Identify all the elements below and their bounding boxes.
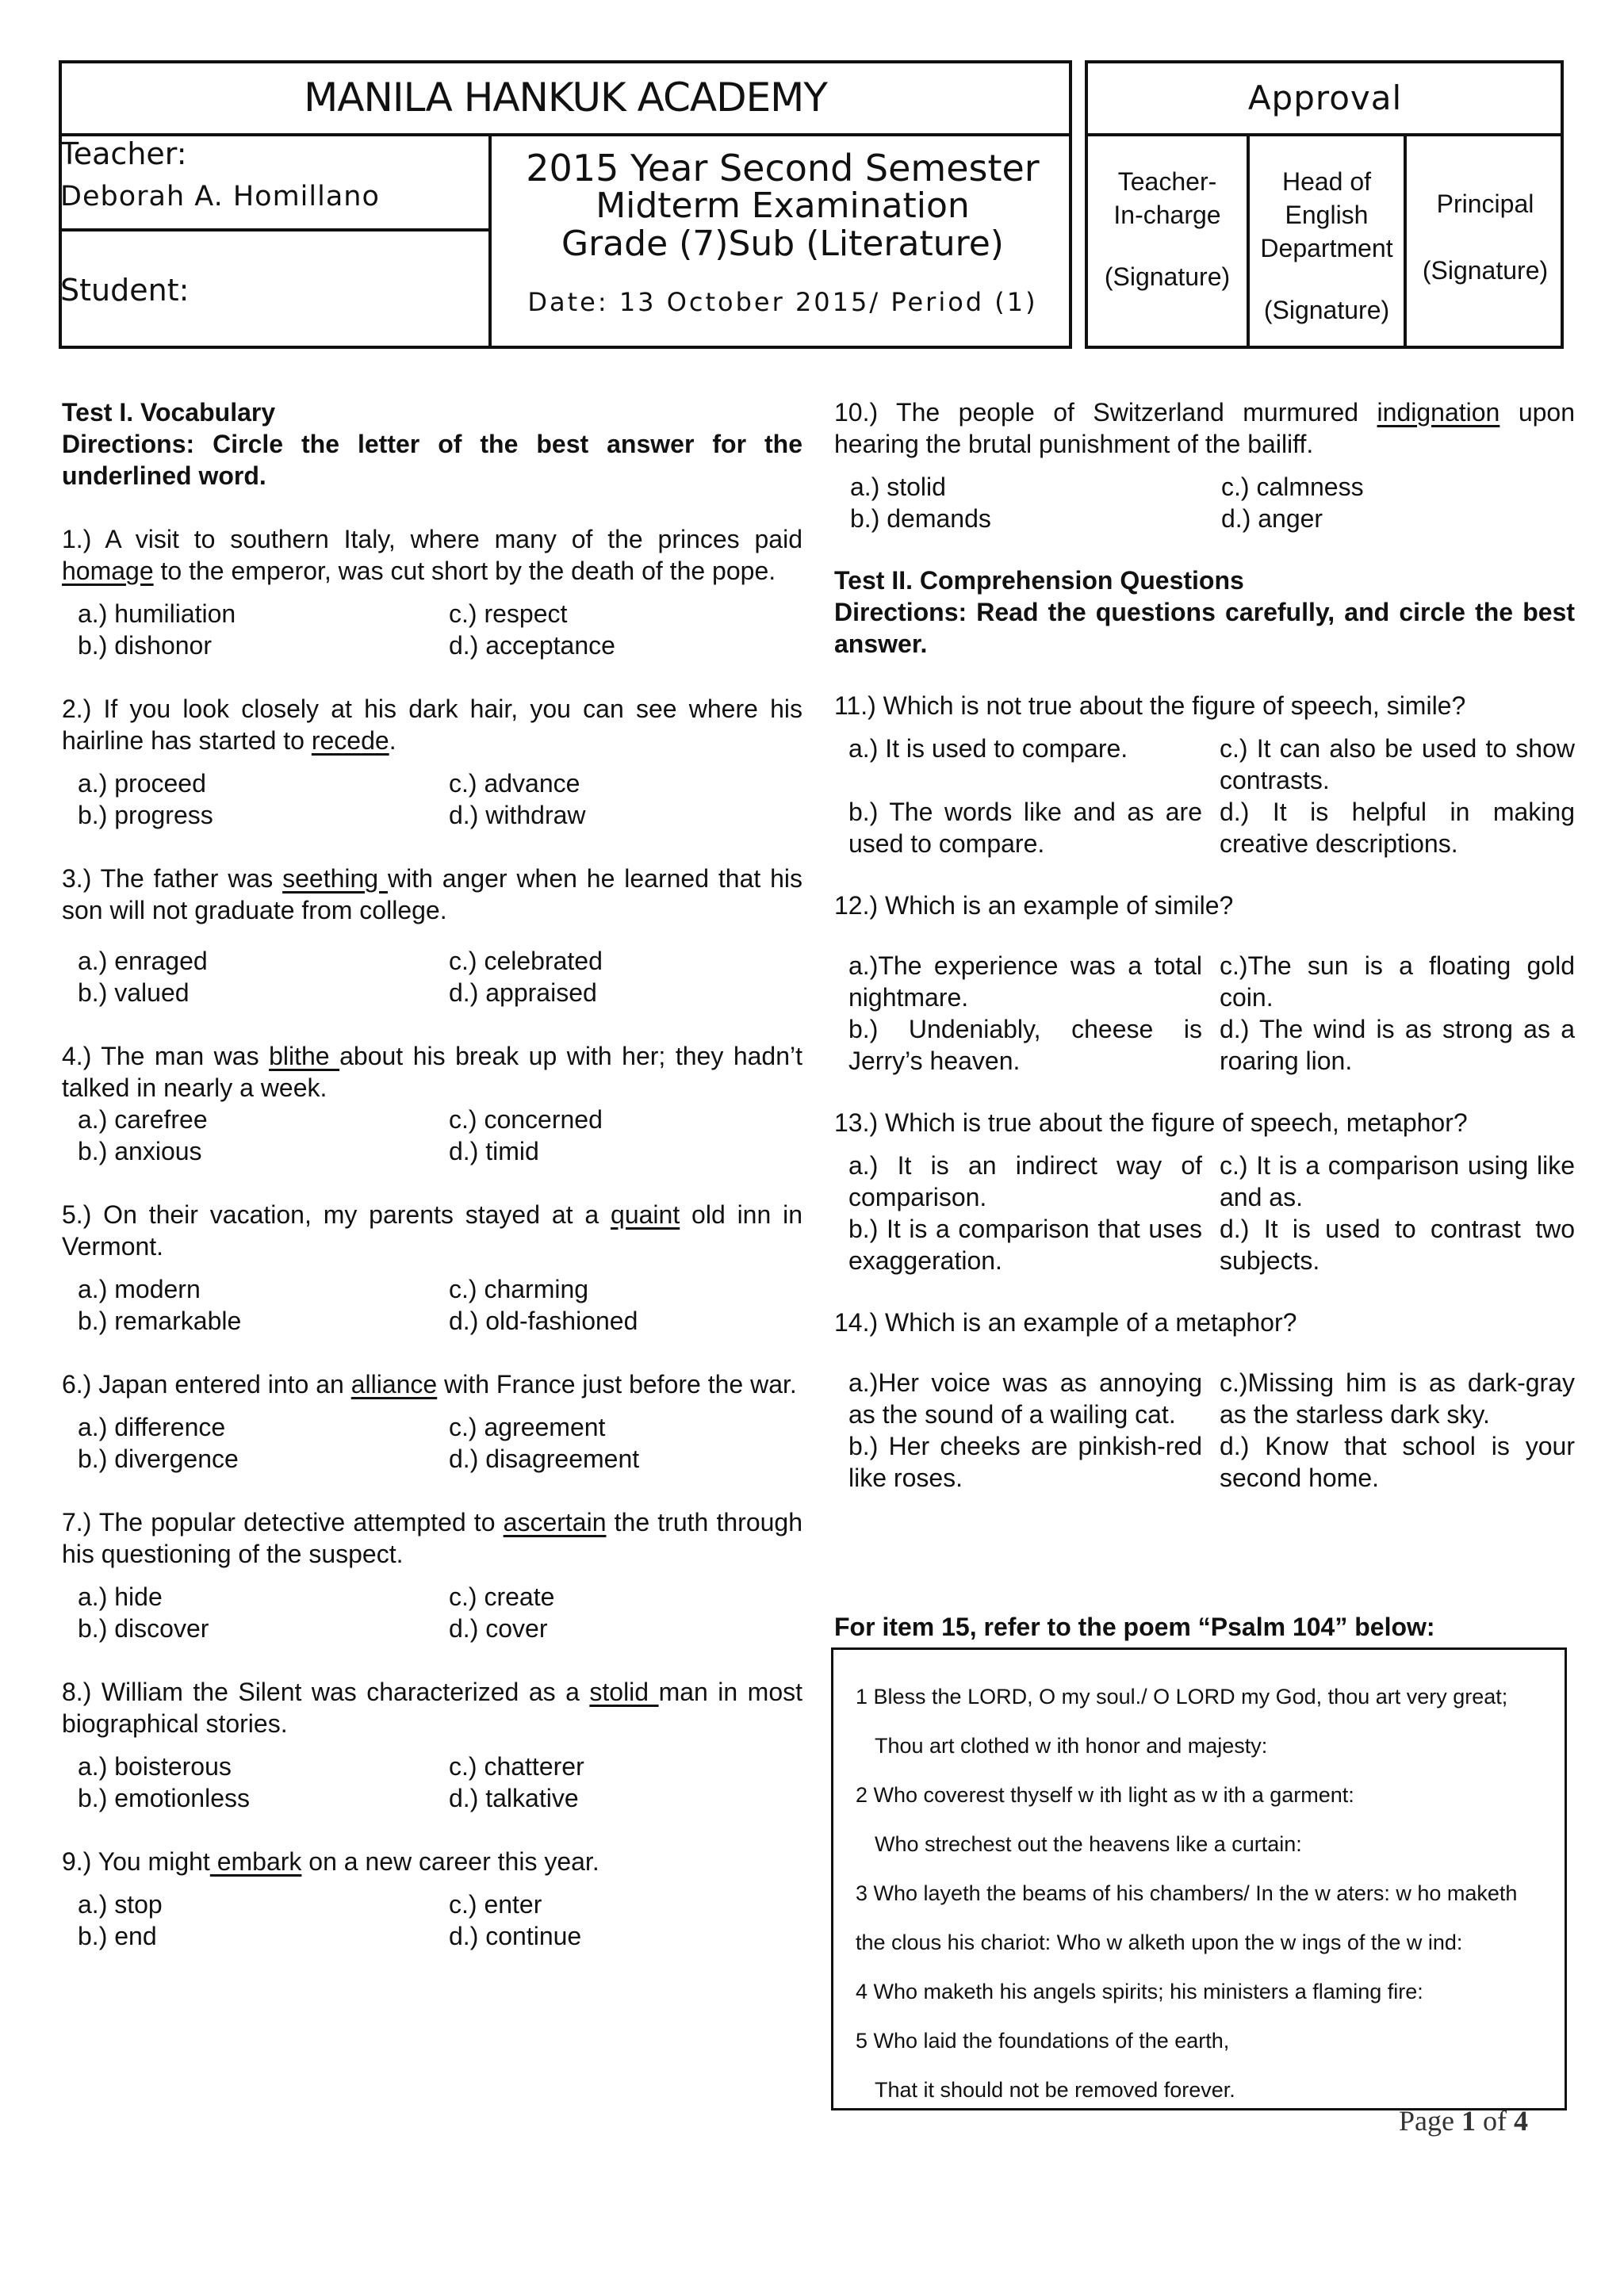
choice-a[interactable]: a.) It is an indirect way of comparison. [848,1151,1202,1211]
choice-b[interactable]: b.) end [78,1922,157,1950]
question-text [834,396,1575,460]
choice-a[interactable]: a.) enraged [78,947,208,975]
question-3 [62,863,802,1008]
choice-a[interactable]: a.) hide [78,1582,163,1611]
choice-a[interactable]: a.) carefree [78,1105,208,1134]
choice-d[interactable]: d.) It is used to contrast two subjects. [1220,1215,1575,1275]
signer-role-line: In-charge [1113,201,1221,229]
choice-c[interactable]: c.) advance [449,769,580,798]
approval-title: Approval [1247,78,1403,117]
choice-b[interactable]: b.) Undeniably, cheese is Jerry’s heaven. [848,1015,1202,1075]
choice-a[interactable]: a.) modern [78,1275,201,1303]
question-7 [62,1506,802,1644]
choice-b[interactable]: b.) dishonor [78,631,212,660]
vocab-word: blithe [269,1042,340,1070]
choice-c[interactable]: c.)The sun is a floating gold coin. [1220,951,1575,1012]
question-10 [834,396,1575,534]
teacher-name: Deborah A. Homillano [60,181,380,212]
right-column [834,396,1575,1494]
choice-d[interactable]: d.) The wind is as strong as a roaring lion. [1220,1015,1575,1075]
choice-a[interactable]: a.)Her voice was as annoying as the sound of a wailing cat. [848,1368,1202,1429]
choice-a[interactable]: a.) difference [78,1413,226,1441]
question-2 [62,693,802,831]
choice-c[interactable]: c.)Missing him is as dark-gray as the starless dark sky. [1220,1368,1575,1429]
choice-b[interactable]: b.) anxious [78,1137,202,1165]
choice-a[interactable]: a.)The experience was a total nightmare. [848,951,1202,1012]
question-text-post: . [389,726,396,755]
question-text-pre: 8.) William the Silent was characterized as a [62,1678,590,1706]
question-text-pre: 7.) The popular detective attempted to [62,1508,504,1536]
question-11 [834,690,1575,859]
vocab-word: stolid [589,1678,659,1706]
choice-d[interactable]: d.) cover [449,1614,548,1643]
page-number [1399,2104,1528,2137]
choice-b[interactable]: b.) The words like and as are used to compare. [848,798,1202,858]
test1-directions: Directions: Circle the letter of the best answer for the underlined word. [62,430,802,490]
choice-b[interactable]: b.) Her cheeks are pinkish-red like roses. [848,1432,1202,1492]
question-12 [834,890,1575,1077]
choice-d[interactable]: d.) old-fashioned [449,1307,638,1335]
poem-box [831,1647,1567,2110]
choice-a[interactable]: a.) stop [78,1890,163,1919]
choice-c[interactable]: c.) celebrated [449,947,603,975]
choices [62,1411,802,1475]
choices [834,471,1575,534]
choice-c[interactable]: c.) chatterer [449,1752,584,1781]
question-text [62,1199,802,1262]
signer-role-line: Teacher- [1117,167,1217,196]
test2-directions: Directions: Read the questions carefully, and circle the best answer. [834,598,1575,658]
question-text-pre: 9.) You might [62,1847,210,1876]
student-label: Student: [60,273,190,308]
choice-d[interactable]: d.) appraised [449,978,597,1007]
exam-semester: 2015 Year Second Semester [526,147,1040,189]
choice-b[interactable]: b.) It is a comparison that uses exaggeration. [848,1215,1202,1275]
choice-d[interactable]: d.) acceptance [449,631,615,660]
choices [62,945,802,1008]
exam-grade-subject: Grade (7)Sub (Literature) [561,224,1004,264]
poem-line: 1 Bless the LORD, O my soul./ O LORD my God, thou art very great; [856,1685,1508,1709]
choice-a[interactable]: a.) humiliation [78,599,236,628]
exam-header [59,60,1564,349]
left-column [62,396,802,1952]
choice-d[interactable]: d.) talkative [449,1784,579,1812]
signer-principal [1407,187,1564,287]
choice-d[interactable]: d.) anger [1221,504,1323,533]
question-text-post: the truth through his questioning of the suspect. [62,1508,803,1568]
signature-placeholder: (Signature) [1263,296,1390,324]
question-text: 13.) Which is true about the figure of speech, metaphor? [834,1108,1468,1137]
question-text-post: with anger when he learned that his son will not graduate from college. [62,864,803,924]
question-text-post: on a new career this year. [301,1847,599,1876]
question-text: 12.) Which is an example of simile? [834,891,1234,920]
choice-c[interactable]: c.) It can also be used to show contrasts. [1220,734,1575,794]
choice-c[interactable]: c.) create [449,1582,555,1611]
choice-c[interactable]: c.) calmness [1221,473,1364,501]
vocab-word: alliance [350,1370,438,1399]
test1-title: Test I. Vocabulary [62,398,276,427]
question-5 [62,1199,802,1337]
poem-line: 3 Who layeth the beams of his chambers/ In the w aters: w ho maketh [856,1881,1518,1905]
poem-heading: For item 15, refer to the poem “Psalm 104” below: [834,1613,1435,1641]
signer-role-line: Principal [1436,189,1534,218]
poem-line: 2 Who coverest thyself w ith light as w ith a garment: [856,1783,1354,1807]
question-text-pre: 1.) A visit to southern Italy, where many of the princes paid [62,525,802,553]
choice-a[interactable]: a.) stolid [850,473,946,501]
of-word: of [1482,2105,1507,2137]
question-text-post: with France just before the war. [437,1370,797,1399]
question-text-post: about his break up with her; they hadn’t talked in nearly a week. [62,1042,803,1102]
vocab-word: homage [62,557,154,585]
page-word: Page [1399,2105,1454,2137]
exam-type: Midterm Examination [596,186,970,226]
signer-role-line: English [1285,201,1369,229]
choice-b[interactable]: b.) emotionless [78,1784,250,1812]
choice-d[interactable]: d.) It is helpful in making creative descriptions. [1220,798,1575,858]
question-text-pre: 3.) The father was [62,864,283,893]
choice-b[interactable]: b.) divergence [78,1445,239,1473]
choice-d[interactable]: d.) withdraw [449,801,586,829]
question-text-post: upon hearing the brutal punishment of the bailiff. [834,398,1576,458]
choice-c[interactable]: c.) charming [449,1275,589,1303]
question-6 [62,1368,802,1475]
question-text-pre: 4.) The man was [62,1042,270,1070]
teacher-label: Teacher: [60,136,187,171]
choices [834,733,1575,859]
choice-b[interactable]: b.) progress [78,801,213,829]
choice-d[interactable]: d.) disagreement [449,1445,640,1473]
signature-placeholder: (Signature) [1422,256,1549,285]
choices [62,1104,802,1167]
choice-a[interactable]: a.) boisterous [78,1752,232,1781]
choice-d[interactable]: d.) continue [449,1922,582,1950]
question-text [62,1506,802,1570]
vocab-word: recede [311,726,389,755]
choice-b[interactable]: b.) remarkable [78,1307,242,1335]
vocab-word: ascertain [503,1508,607,1536]
choices [62,767,802,831]
choices [62,1888,802,1952]
vocab-word: quaint [611,1200,680,1229]
question-text-pre: 2.) If you look closely at his dark hair, you can see where his hairline has started to [62,695,802,755]
poem-line: 4 Who maketh his angels spirits; his ministers a flaming fire: [856,1980,1423,2003]
question-text-pre: 5.) On their vacation, my parents stayed at a [62,1200,611,1229]
question-13 [834,1107,1575,1276]
poem-line: That it should not be removed forever. [875,2078,1235,2102]
exam-date: Date: 13 October 2015/ Period (1) [527,287,1038,317]
choice-c[interactable]: c.) enter [449,1890,542,1919]
choice-d[interactable]: d.) Know that school is your second home. [1220,1432,1575,1492]
poem-line: the clous his chariot: Who w alketh upon the w ings of the w ind: [856,1931,1463,1954]
choice-b[interactable]: b.) discover [78,1614,209,1643]
question-text [62,1040,802,1104]
question-4 [62,1040,802,1167]
choice-c[interactable]: c.) It is a comparison using like and as. [1220,1151,1575,1211]
question-text: 14.) Which is an example of a metaphor? [834,1308,1297,1337]
choice-c[interactable]: c.) agreement [449,1413,606,1441]
question-text: 11.) Which is not true about the figure of speech, simile? [834,691,1466,720]
question-text [62,863,802,926]
question-text [62,1676,802,1739]
question-1 [62,523,802,661]
poem-line: 5 Who laid the foundations of the earth, [856,2029,1230,2053]
choices [62,1751,802,1814]
choice-b[interactable]: b.) valued [78,978,190,1007]
signer-head-of-english [1250,165,1404,327]
exam-title [493,149,1072,263]
signer-teacher-in-charge [1088,165,1247,293]
question-text [62,523,802,587]
test2-title: Test II. Comprehension Questions [834,566,1244,595]
choice-b[interactable]: b.) demands [850,504,991,533]
signature-placeholder: (Signature) [1104,262,1231,291]
vocab-word: indignation [1377,398,1500,427]
vocab-word: embark [209,1847,302,1876]
choices [62,598,802,661]
choice-c[interactable]: c.) respect [449,599,568,628]
question-8 [62,1676,802,1814]
choices [62,1581,802,1644]
choice-d[interactable]: d.) timid [449,1137,539,1165]
choices [834,1150,1575,1276]
poem-line: Who strechest out the heavens like a curtain: [875,1832,1302,1856]
poem-line: Thou art clothed w ith honor and majesty: [875,1734,1268,1758]
question-text-post: to the emperor, was cut short by the death of the pope. [153,557,776,585]
choices [62,1273,802,1337]
question-text-post: old inn in Vermont. [62,1200,803,1261]
choice-a[interactable]: a.) proceed [78,769,206,798]
page-total: 4 [1513,2105,1528,2137]
question-text [62,1368,802,1400]
choice-c[interactable]: c.) concerned [449,1105,603,1134]
choices [834,1367,1575,1494]
question-14 [834,1307,1575,1494]
question-text-pre: 10.) The people of Switzerland murmured [834,398,1377,427]
question-text-pre: 6.) Japan entered into an [62,1370,351,1399]
question-text [62,1846,802,1877]
question-text-post: man in most biographical stories. [62,1678,803,1738]
school-name: MANILA HANKUK ACADEMY [304,75,827,121]
signer-role-line: Head of [1281,167,1372,196]
signer-role-line: Department [1260,234,1393,262]
choice-a[interactable]: a.) It is used to compare. [848,734,1128,763]
question-text [62,693,802,756]
vocab-word: seething [282,864,388,893]
page-current: 1 [1461,2105,1476,2137]
choices [834,950,1575,1077]
question-9 [62,1846,802,1952]
